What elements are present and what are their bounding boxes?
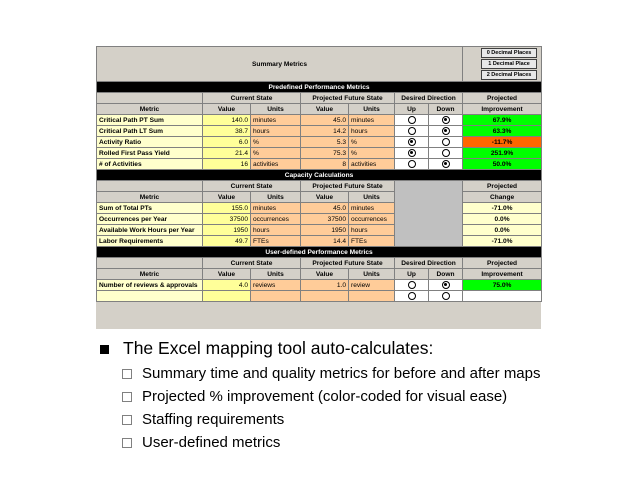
decimal-button-group bbox=[463, 47, 542, 82]
imp-value: 63.3% bbox=[463, 126, 542, 137]
sub-bullet-text: Projected % improvement (color-coded for visual ease) bbox=[142, 388, 508, 405]
improvement-header: Improvement bbox=[463, 269, 542, 280]
checkbox-bullet-icon bbox=[122, 438, 132, 448]
future-value[interactable]: 14.4 bbox=[301, 236, 349, 247]
checkbox-bullet-icon bbox=[122, 369, 132, 379]
desired-direction-header: Desired Direction bbox=[395, 258, 463, 269]
future-value[interactable]: 45.0 bbox=[301, 115, 349, 126]
metric-name: Number of reviews & approvals bbox=[97, 280, 203, 291]
current-value[interactable]: 38.7 bbox=[203, 126, 251, 137]
down-radio-icon[interactable] bbox=[442, 149, 450, 157]
imp-value: -11.7% bbox=[463, 137, 542, 148]
direction-down-cell[interactable] bbox=[429, 148, 463, 159]
sub-bullet bbox=[122, 365, 620, 382]
sub-bullet-text: User-defined metrics bbox=[142, 434, 281, 451]
direction-up-cell[interactable] bbox=[395, 148, 429, 159]
up-radio-icon[interactable] bbox=[408, 281, 416, 289]
metric-header: Metric bbox=[97, 192, 203, 203]
metric-name: Sum of Total PTs bbox=[97, 203, 203, 214]
direction-up-cell[interactable] bbox=[395, 126, 429, 137]
future-units[interactable]: hours bbox=[349, 225, 395, 236]
current-units[interactable]: % bbox=[251, 148, 301, 159]
projected-header: Projected bbox=[463, 93, 542, 104]
metric-name: Labor Requirements bbox=[97, 236, 203, 247]
current-units[interactable]: minutes bbox=[251, 203, 301, 214]
chg-value: 0.0% bbox=[463, 225, 542, 236]
future-value[interactable]: 5.3 bbox=[301, 137, 349, 148]
imp-value: 50.0% bbox=[463, 159, 542, 170]
up-radio-icon[interactable] bbox=[408, 127, 416, 135]
direction-down-cell[interactable] bbox=[429, 280, 463, 291]
main-bullet-text: The Excel mapping tool auto-calculates: bbox=[123, 338, 434, 358]
desired-direction-header: Desired Direction bbox=[395, 93, 463, 104]
metric-name: Available Work Hours per Year bbox=[97, 225, 203, 236]
down-header: Down bbox=[429, 104, 463, 115]
units-header: Units bbox=[349, 269, 395, 280]
current-value[interactable]: 6.0 bbox=[203, 137, 251, 148]
table-row bbox=[97, 137, 542, 148]
current-value[interactable]: 1950 bbox=[203, 225, 251, 236]
current-units[interactable]: hours bbox=[251, 126, 301, 137]
metrics-table bbox=[96, 46, 542, 302]
direction-up-cell[interactable] bbox=[395, 291, 429, 302]
units-header: Units bbox=[251, 192, 301, 203]
current-value[interactable]: 49.7 bbox=[203, 236, 251, 247]
metric-header: Metric bbox=[97, 104, 203, 115]
future-units[interactable] bbox=[349, 291, 395, 302]
metric-name: Activity Ratio bbox=[97, 137, 203, 148]
future-state-header: Projected Future State bbox=[301, 258, 395, 269]
current-value[interactable]: 155.0 bbox=[203, 203, 251, 214]
current-state-header: Current State bbox=[203, 93, 301, 104]
zero-decimal-button[interactable]: 0 Decimal Places bbox=[481, 48, 537, 58]
main-bullet bbox=[100, 338, 620, 359]
sub-bullet-text: Staffing requirements bbox=[142, 411, 285, 428]
metric-name bbox=[97, 291, 203, 302]
direction-spacer bbox=[395, 181, 463, 247]
table-row bbox=[97, 203, 542, 214]
down-radio-icon[interactable] bbox=[442, 138, 450, 146]
value-header: Value bbox=[203, 269, 251, 280]
up-radio-icon[interactable] bbox=[408, 149, 416, 157]
current-units[interactable]: FTEs bbox=[251, 236, 301, 247]
projected-header: Projected bbox=[463, 258, 542, 269]
direction-down-cell[interactable] bbox=[429, 137, 463, 148]
future-state-header: Projected Future State bbox=[301, 93, 395, 104]
imp-value: 67.9% bbox=[463, 115, 542, 126]
value-header: Value bbox=[301, 104, 349, 115]
future-units[interactable]: occurrences bbox=[349, 214, 395, 225]
value-header: Value bbox=[203, 104, 251, 115]
table-row bbox=[97, 115, 542, 126]
units-header: Units bbox=[251, 104, 301, 115]
sub-bullet-text: Summary time and quality metrics for before and after maps bbox=[142, 365, 541, 382]
current-units[interactable]: activities bbox=[251, 159, 301, 170]
future-units[interactable]: minutes bbox=[349, 203, 395, 214]
imp-value: 251.9% bbox=[463, 148, 542, 159]
down-radio-icon[interactable] bbox=[442, 160, 450, 168]
up-radio-icon[interactable] bbox=[408, 160, 416, 168]
current-value[interactable]: 21.4 bbox=[203, 148, 251, 159]
direction-up-cell[interactable] bbox=[395, 137, 429, 148]
section-title-userdefined: User-defined Performance Metrics bbox=[97, 247, 542, 258]
metric-header-spacer bbox=[97, 258, 203, 269]
future-value[interactable]: 1.0 bbox=[301, 280, 349, 291]
current-value[interactable]: 16 bbox=[203, 159, 251, 170]
section-title-predefined: Predefined Performance Metrics bbox=[97, 82, 542, 93]
imp-value bbox=[463, 291, 542, 302]
chg-value: -71.0% bbox=[463, 236, 542, 247]
current-value[interactable] bbox=[203, 291, 251, 302]
future-value[interactable] bbox=[301, 291, 349, 302]
current-units[interactable]: hours bbox=[251, 225, 301, 236]
down-radio-icon[interactable] bbox=[442, 116, 450, 124]
direction-up-cell[interactable] bbox=[395, 115, 429, 126]
table-row bbox=[97, 280, 542, 291]
metric-name: Rolled First Pass Yield bbox=[97, 148, 203, 159]
sub-bullet bbox=[122, 411, 620, 428]
up-header: Up bbox=[395, 269, 429, 280]
units-header: Units bbox=[349, 104, 395, 115]
direction-down-cell[interactable] bbox=[429, 115, 463, 126]
metric-header-spacer bbox=[97, 93, 203, 104]
units-header: Units bbox=[251, 269, 301, 280]
one-decimal-button[interactable]: 1 Decimal Place bbox=[481, 59, 537, 69]
current-units[interactable]: minutes bbox=[251, 115, 301, 126]
current-units[interactable] bbox=[251, 291, 301, 302]
future-value[interactable]: 45.0 bbox=[301, 203, 349, 214]
sheet-title: Summary Metrics bbox=[97, 47, 463, 82]
table-row bbox=[97, 236, 542, 247]
up-radio-icon[interactable] bbox=[408, 292, 416, 300]
value-header: Value bbox=[301, 192, 349, 203]
sub-bullet bbox=[122, 388, 620, 405]
checkbox-bullet-icon bbox=[122, 392, 132, 402]
future-value[interactable]: 37500 bbox=[301, 214, 349, 225]
current-units[interactable]: reviews bbox=[251, 280, 301, 291]
imp-value: 75.0% bbox=[463, 280, 542, 291]
future-units[interactable]: % bbox=[349, 148, 395, 159]
metric-name: Critical Path PT Sum bbox=[97, 115, 203, 126]
future-value[interactable]: 14.2 bbox=[301, 126, 349, 137]
section-title-capacity: Capacity Calculations bbox=[97, 170, 542, 181]
summary-metrics-sheet bbox=[96, 46, 541, 329]
chg-value: -71.0% bbox=[463, 203, 542, 214]
current-state-header: Current State bbox=[203, 258, 301, 269]
metric-name: # of Activities bbox=[97, 159, 203, 170]
up-header: Up bbox=[395, 104, 429, 115]
current-value[interactable]: 140.0 bbox=[203, 115, 251, 126]
table-row bbox=[97, 214, 542, 225]
metric-header: Metric bbox=[97, 269, 203, 280]
sub-bullet bbox=[122, 434, 620, 451]
up-radio-icon[interactable] bbox=[408, 138, 416, 146]
future-value[interactable]: 1950 bbox=[301, 225, 349, 236]
current-units[interactable]: % bbox=[251, 137, 301, 148]
table-row bbox=[97, 225, 542, 236]
current-units[interactable]: occurrences bbox=[251, 214, 301, 225]
metric-name: Critical Path LT Sum bbox=[97, 126, 203, 137]
metric-name: Occurrences per Year bbox=[97, 214, 203, 225]
future-units[interactable]: activities bbox=[349, 159, 395, 170]
chg-value: 0.0% bbox=[463, 214, 542, 225]
bullet-list bbox=[100, 338, 620, 457]
improvement-header: Improvement bbox=[463, 104, 542, 115]
square-bullet-icon bbox=[100, 345, 109, 354]
future-value[interactable]: 8 bbox=[301, 159, 349, 170]
down-header: Down bbox=[429, 269, 463, 280]
change-header: Change bbox=[463, 192, 542, 203]
down-radio-icon[interactable] bbox=[442, 281, 450, 289]
direction-up-cell[interactable] bbox=[395, 159, 429, 170]
future-units[interactable]: minutes bbox=[349, 115, 395, 126]
table-row bbox=[97, 148, 542, 159]
down-radio-icon[interactable] bbox=[442, 292, 450, 300]
future-units[interactable]: % bbox=[349, 137, 395, 148]
value-header: Value bbox=[203, 192, 251, 203]
projected-header: Projected bbox=[463, 181, 542, 192]
up-radio-icon[interactable] bbox=[408, 116, 416, 124]
future-units[interactable]: FTEs bbox=[349, 236, 395, 247]
down-radio-icon[interactable] bbox=[442, 127, 450, 135]
direction-down-cell[interactable] bbox=[429, 126, 463, 137]
table-row bbox=[97, 126, 542, 137]
current-value[interactable]: 37500 bbox=[203, 214, 251, 225]
current-value[interactable]: 4.0 bbox=[203, 280, 251, 291]
checkbox-bullet-icon bbox=[122, 415, 132, 425]
direction-down-cell[interactable] bbox=[429, 291, 463, 302]
metric-header-spacer bbox=[97, 181, 203, 192]
future-value[interactable]: 75.3 bbox=[301, 148, 349, 159]
table-row bbox=[97, 291, 542, 302]
future-state-header: Projected Future State bbox=[301, 181, 395, 192]
direction-down-cell[interactable] bbox=[429, 159, 463, 170]
future-units[interactable]: hours bbox=[349, 126, 395, 137]
units-header: Units bbox=[349, 192, 395, 203]
future-units[interactable]: review bbox=[349, 280, 395, 291]
table-row bbox=[97, 159, 542, 170]
current-state-header: Current State bbox=[203, 181, 301, 192]
direction-up-cell[interactable] bbox=[395, 280, 429, 291]
two-decimal-button[interactable]: 2 Decimal Places bbox=[481, 70, 537, 80]
value-header: Value bbox=[301, 269, 349, 280]
